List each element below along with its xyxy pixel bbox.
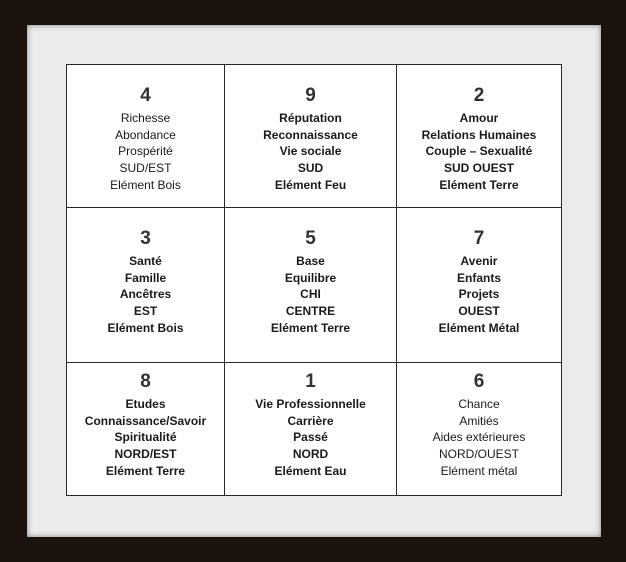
cell-line: NORD xyxy=(292,447,329,462)
cell-9 xyxy=(225,65,397,208)
cell-number: 7 xyxy=(473,228,485,249)
cell-line: SUD/EST xyxy=(119,161,172,176)
cell-line: Chance xyxy=(458,397,500,411)
cell-line: Amitiés xyxy=(459,413,499,428)
cell-number: 3 xyxy=(140,228,151,249)
cell-line: Elément Bois xyxy=(107,320,184,335)
cell-line: Couple – Sexualité xyxy=(425,144,533,159)
cell-line: Avenir xyxy=(460,254,498,268)
cell-line: Abondance xyxy=(115,127,176,142)
cell-line: EST xyxy=(133,304,158,319)
cell-line: Elément métal xyxy=(440,463,518,478)
cell-line: Réputation xyxy=(279,111,342,125)
cell-line: Passé xyxy=(293,430,328,445)
cell-line: NORD/OUEST xyxy=(438,447,519,462)
cell-line: Ancêtres xyxy=(119,287,172,302)
cell-line: Reconnaissance xyxy=(263,127,358,142)
cell-1 xyxy=(225,363,397,495)
cell-4 xyxy=(67,65,225,208)
cell-number: 2 xyxy=(473,85,485,106)
cell-number: 8 xyxy=(140,371,151,392)
cell-line: Richesse xyxy=(120,111,171,125)
cell-line: Connaissance/Savoir xyxy=(84,413,207,428)
cell-line: Etudes xyxy=(125,397,166,411)
cell-number: 9 xyxy=(305,85,316,106)
cell-line: Santé xyxy=(129,254,162,268)
cell-2 xyxy=(397,65,561,208)
cell-line: Famille xyxy=(124,270,167,285)
cell-line: Spiritualité xyxy=(114,430,177,445)
cell-line: NORD/EST xyxy=(114,447,177,462)
bagua-grid xyxy=(66,64,562,496)
cell-8 xyxy=(67,363,225,495)
cell-line: Elément Métal xyxy=(438,320,520,335)
cell-7 xyxy=(397,208,561,363)
cell-line: Elément Terre xyxy=(105,463,186,478)
cell-line: Projets xyxy=(458,287,500,302)
cell-line: Elément Bois xyxy=(110,177,181,192)
cell-line: Vie sociale xyxy=(279,144,342,159)
cell-number: 4 xyxy=(140,85,151,106)
cell-line: Relations Humaines xyxy=(421,127,537,142)
cell-line: Enfants xyxy=(456,270,501,285)
cell-6 xyxy=(397,363,561,495)
cell-5 xyxy=(225,208,397,363)
cell-line: Aides extérieures xyxy=(432,430,526,445)
cell-number: 5 xyxy=(305,228,316,249)
cell-line: CENTRE xyxy=(285,304,336,319)
cell-3 xyxy=(67,208,225,363)
cell-line: Prospérité xyxy=(118,144,173,159)
cell-line: SUD OUEST xyxy=(443,161,514,176)
cell-line: SUD xyxy=(297,161,324,176)
cell-line: OUEST xyxy=(458,304,500,319)
cell-line: Equilibre xyxy=(284,270,337,285)
cell-line: Elément Eau xyxy=(274,463,347,478)
cell-line: Carrière xyxy=(287,413,334,428)
cell-line: Elément Feu xyxy=(274,177,347,192)
cell-line: Elément Terre xyxy=(439,177,519,192)
cell-line: Amour xyxy=(459,111,499,125)
cell-line: CHI xyxy=(300,287,321,302)
cell-number: 6 xyxy=(473,371,485,392)
cell-line: Vie Professionnelle xyxy=(255,397,366,411)
cell-line: Base xyxy=(296,254,325,268)
cell-line: Elément Terre xyxy=(270,320,351,335)
cell-number: 1 xyxy=(305,371,316,392)
